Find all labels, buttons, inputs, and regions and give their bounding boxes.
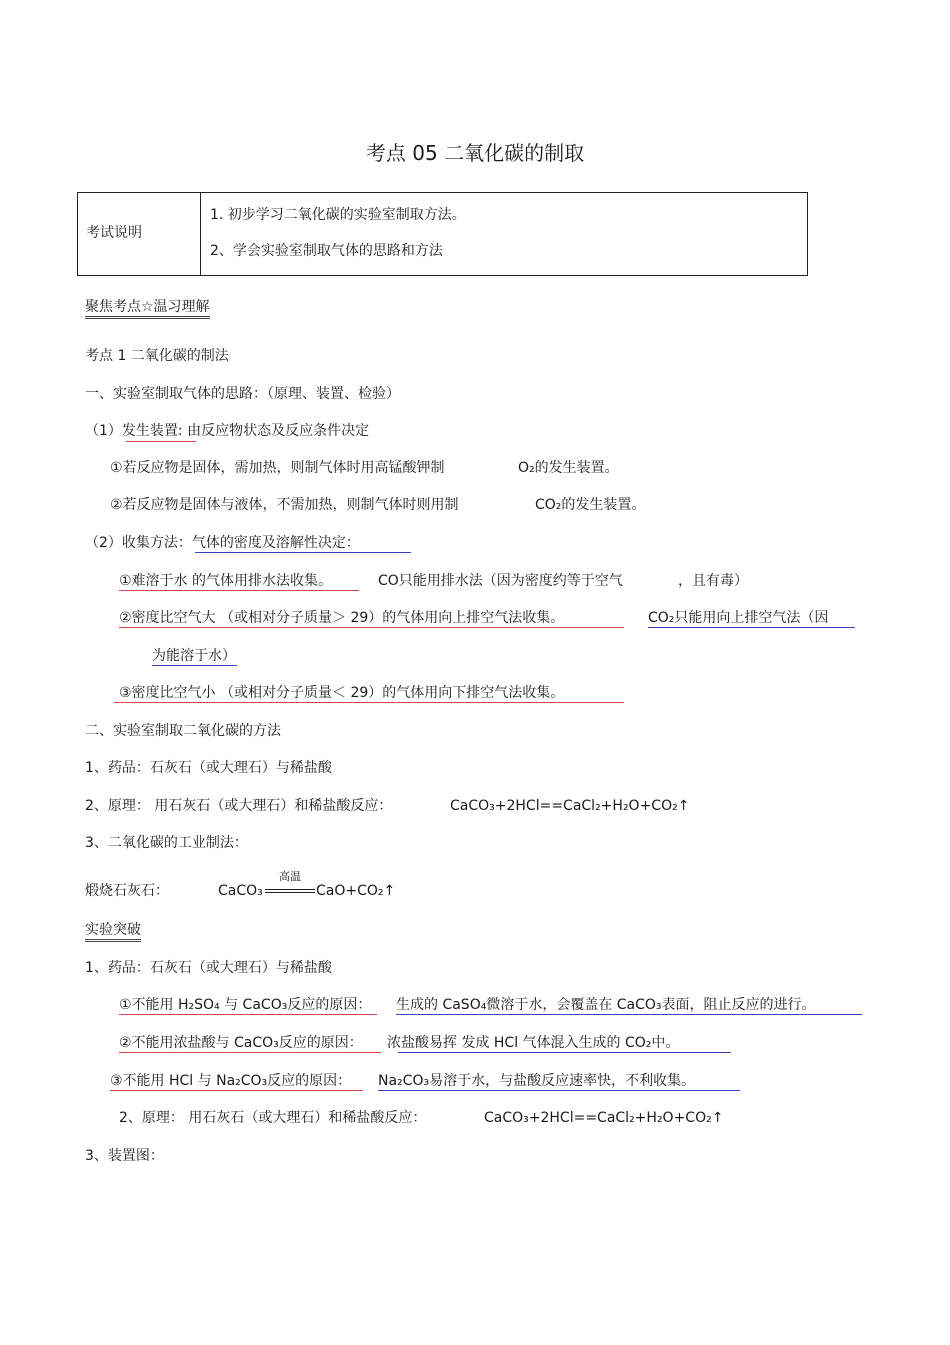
principle-equation: CaCO₃+2HCl==CaCl₂+H₂O+CO₂↑ xyxy=(450,798,690,814)
conc-hcl-question: ②不能用浓盐酸与 CaCO₃反应的原因： xyxy=(119,1035,363,1051)
table-row-2: 2、学会实验室制取气体的思路和方法 xyxy=(210,243,443,259)
conc-hcl-answer: 浓盐酸易挥 发成 HCl 气体混入生成的 CO₂中。 xyxy=(387,1035,680,1051)
co-note: CO只能用排水法（因为密度约等于空气 xyxy=(378,573,623,589)
industrial-method-line: 3、二氧化碳的工业制法： xyxy=(85,835,248,851)
underline-red xyxy=(110,1090,363,1091)
underline-blue xyxy=(152,665,237,666)
underline-red xyxy=(114,702,624,703)
exam-description-table xyxy=(77,192,808,276)
principle-line: 2、原理： 用石灰石（或大理石）和稀盐酸反应： xyxy=(85,798,393,814)
h2so4-answer: 生成的 CaSO₄微溶于水，会覆盖在 CaCO₃表面，阻止反应的进行。 xyxy=(396,997,816,1013)
reagents-line: 1、药品：石灰石（或大理石）与稀盐酸 xyxy=(85,760,332,776)
calcination-label: 煅烧石灰石： xyxy=(85,883,169,899)
table-row-1: 1. 初步学习二氧化碳的实验室制取方法。 xyxy=(210,207,466,223)
underline-red xyxy=(126,441,196,442)
downward-air-line: ③密度比空气小 （或相对分子质量＜ 29）的气体用向下排空气法收集。 xyxy=(119,685,565,701)
co-note-end: ，且有毒） xyxy=(678,573,748,589)
page-title: 考点 05 二氧化碳的制取 xyxy=(365,141,585,165)
table-label: 考试说明 xyxy=(86,225,142,241)
underline-red xyxy=(119,627,624,628)
point1-title: 考点 1 二氧化碳的制法 xyxy=(85,348,229,364)
generation-device-line: （1）发生装置: 由反应物状态及反应条件决定 xyxy=(85,423,370,439)
underline-blue xyxy=(398,1052,731,1053)
experiment-principle-equation: CaCO₃+2HCl==CaCl₂+H₂O+CO₂↑ xyxy=(484,1110,724,1126)
underline-red xyxy=(119,590,359,591)
o2-device: O₂的发生装置。 xyxy=(518,460,619,476)
section-header-focus: 聚焦考点☆温习理解 xyxy=(85,299,210,319)
na2co3-answer: Na₂CO₃易溶于水，与盐酸反应速率快，不利收集。 xyxy=(378,1073,696,1089)
calcination-reactant: CaCO₃ xyxy=(218,883,263,899)
collection-method-line: （2）收集方法：气体的密度及溶解性决定： xyxy=(85,535,360,551)
part1-title: 一、实验室制取气体的思路：（原理、装置、检验） xyxy=(85,386,400,402)
co2-device: CO₂的发生装置。 xyxy=(535,497,646,513)
experiment-principle-line: 2、原理： 用石灰石（或大理石）和稀盐酸反应： xyxy=(119,1110,427,1126)
co2-note: CO₂只能用向上排空气法（因 xyxy=(648,610,829,626)
solid-liquid-line: ②若反应物是固体与液体，不需加热，则制气体时则用制 xyxy=(110,497,459,513)
underline-blue xyxy=(195,552,411,553)
apparatus-line: 3、装置图： xyxy=(85,1148,164,1164)
equals-sign xyxy=(265,889,315,893)
part2-title: 二、实验室制取二氧化碳的方法 xyxy=(85,723,281,739)
generation-device-label: 发生装置: xyxy=(121,423,183,439)
underline-blue xyxy=(648,627,855,628)
underline-blue xyxy=(378,1090,740,1091)
solid-heating-line: ①若反应物是固体，需加热，则制气体时用高锰酸钾制 xyxy=(110,460,445,476)
underline-red xyxy=(119,1052,381,1053)
underline-blue xyxy=(396,1014,862,1015)
calcination-products: CaO+CO₂↑ xyxy=(316,883,396,899)
co2-note-end: 为能溶于水） xyxy=(152,648,236,664)
h2so4-question: ①不能用 H₂SO₄ 与 CaCO₃反应的原因： xyxy=(119,997,372,1013)
water-collection-line: ①难溶于水 的气体用排水法收集。 xyxy=(119,573,333,589)
na2co3-question: ③不能用 HCl 与 Na₂CO₃反应的原因： xyxy=(110,1073,352,1089)
experiment-reagents-line: 1、药品：石灰石（或大理石）与稀盐酸 xyxy=(85,960,332,976)
reaction-condition: 高温 xyxy=(279,870,301,883)
underline-red xyxy=(119,1014,377,1015)
upward-air-line: ②密度比空气大 （或相对分子质量＞ 29）的气体用向上排空气法收集。 xyxy=(119,610,565,626)
table-divider xyxy=(200,193,201,275)
section-header-experiment: 实验突破 xyxy=(85,922,141,942)
